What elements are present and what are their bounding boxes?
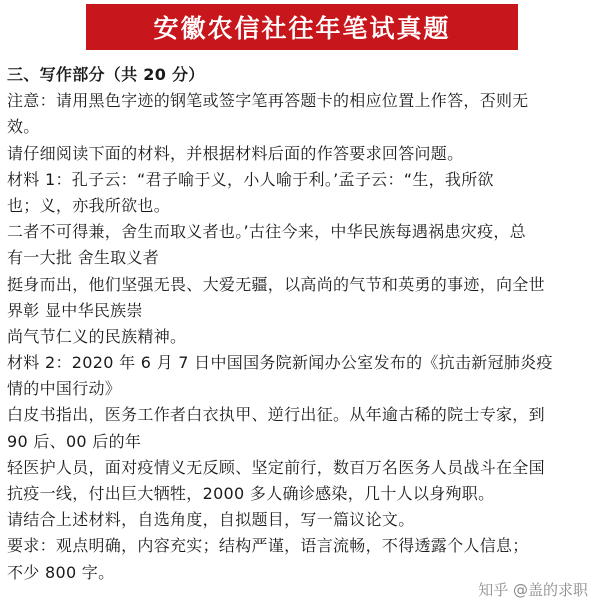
- requirements-line-1: 要求：观点明确，内容充实；结构严谨，语言流畅，不得透露个人信息；: [7, 536, 529, 556]
- material-1-line-7: 尚气节仁义的民族精神。: [7, 326, 187, 346]
- material-1-line-2: 也；义，亦我所欲也。: [7, 195, 171, 215]
- material-1-line-1: 材料 1：孔子云：“君子喻于义，小人喻于利。’孟子云：“生，我所欲: [7, 169, 494, 189]
- title-banner: [86, 4, 518, 50]
- material-2-line-3: 白皮书指出，医务工作者白衣执甲、逆行出征。从年逾古稀的院士专家，到: [7, 405, 545, 425]
- material-2-line-1: 材料 2：2020 年 6 月 7 日中国国务院新闻办公室发布的《抗击新冠肺炎疫: [7, 353, 553, 373]
- task-line: 请结合上述材料，自选角度，自拟题目，写一篇议论文。: [7, 510, 415, 530]
- material-1-line-5: 挺身而出，他们坚强无畏、大爱无疆，以高尚的气节和英勇的事迹，向全世: [7, 274, 545, 294]
- material-2-line-2: 情的中国行动》: [7, 379, 122, 399]
- section-heading: 三、写作部分（共 20 分）: [7, 65, 205, 84]
- material-1-line-4: 有一大批 舍生取义者: [7, 248, 160, 268]
- material-1-line-3: 二者不可得兼，舍生而取义者也。’古往今来，中华民族每遇祸患灾疫，总: [7, 222, 526, 242]
- material-2-line-6: 抗疫一线，付出巨大牺牲，2000 多人确诊感染，几十人以身殉职。: [7, 484, 495, 503]
- notice-line-2: 效。: [7, 117, 40, 137]
- requirements-line-2: 不少 800 字。: [7, 562, 115, 582]
- page-title: 安徽农信社往年笔试真题: [153, 14, 451, 43]
- material-1-line-6: 界彰 显中华民族崇: [7, 300, 143, 320]
- notice-line-1: 注意：请用黑色字迹的钢笔或签字笔再答题卡的相应位置上作答，否则无: [7, 91, 529, 111]
- instruction-line: 请仔细阅读下面的材料，并根据材料后面的作答要求回答问题。: [7, 143, 464, 163]
- document-body: [7, 62, 595, 586]
- material-2-line-4: 90 后、00 后的年: [7, 431, 142, 451]
- source-watermark: 知乎 @盖的求职: [478, 581, 588, 599]
- material-2-line-5: 轻医护人员，面对疫情义无反顾、坚定前行，数百万名医务人员战斗在全国: [7, 457, 545, 477]
